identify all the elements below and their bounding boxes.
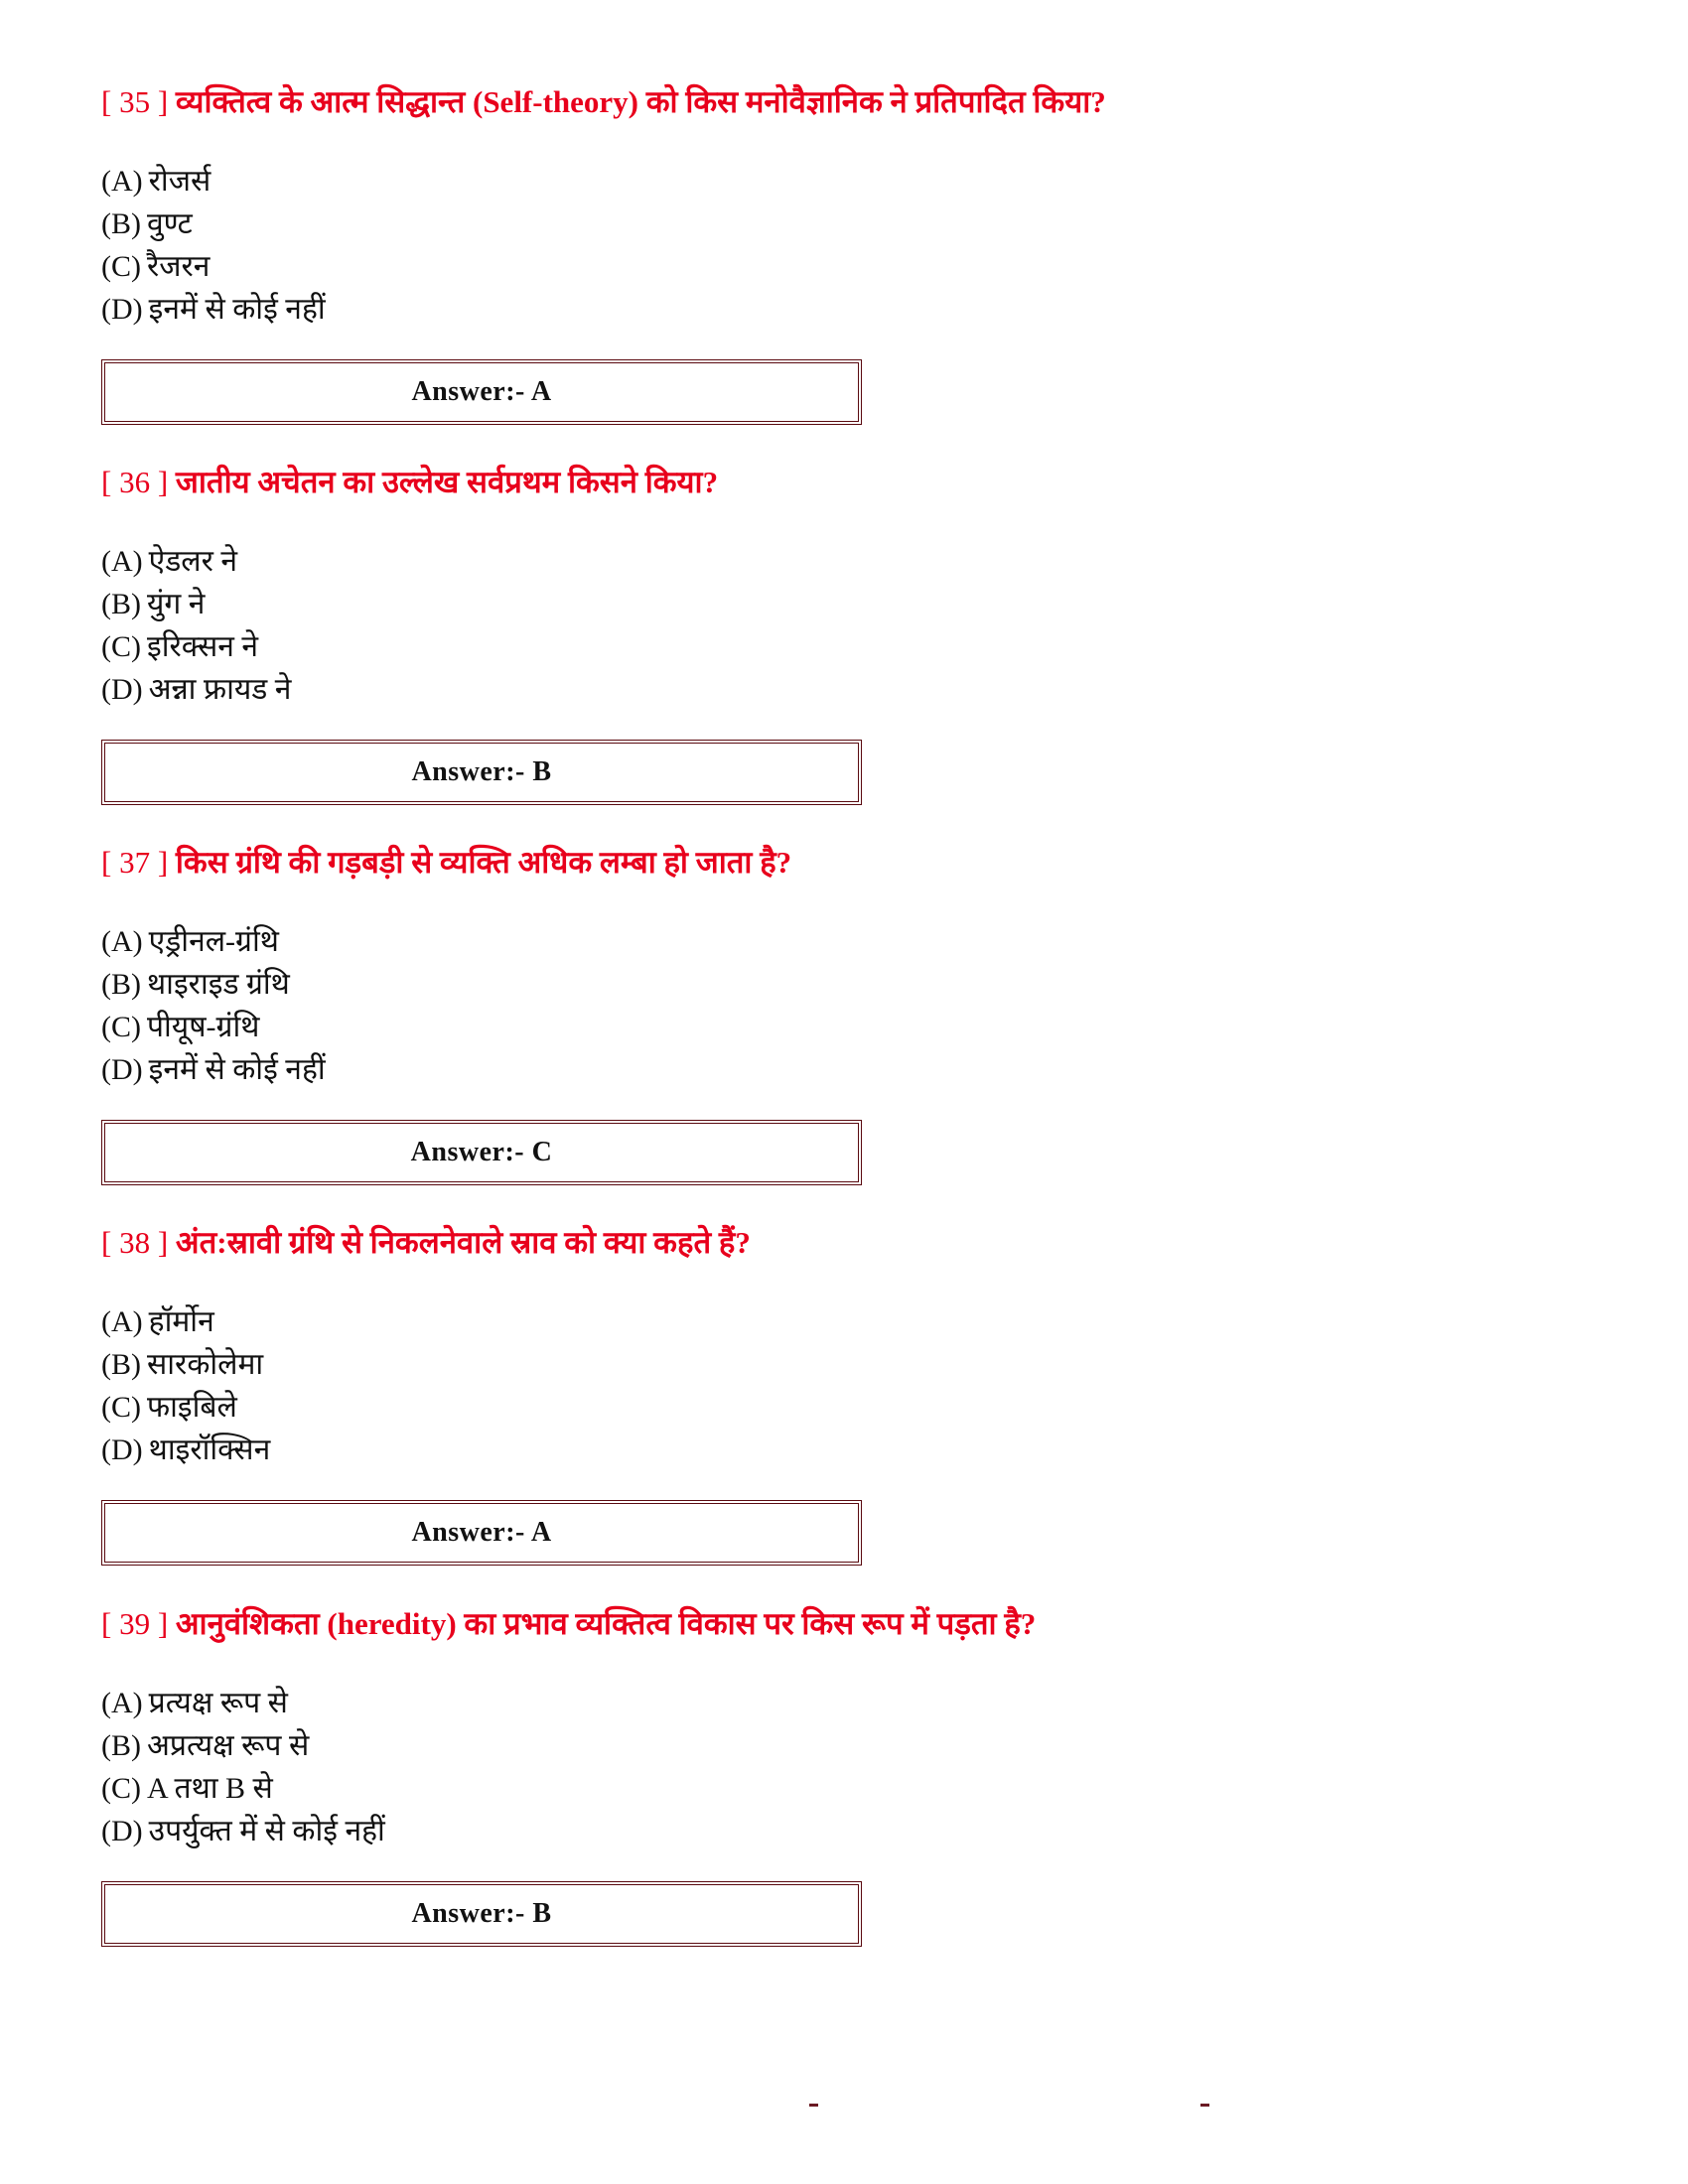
question-block-36: [101, 463, 1591, 787]
question-title: [101, 1604, 1591, 1644]
answer-text: Answer:- B: [411, 1898, 552, 1929]
question-text: किस ग्रंथि की गड़बड़ी से व्यक्ति अधिक लम्बा हो जाता है?: [175, 845, 792, 880]
answer-text: Answer:- A: [411, 1517, 552, 1548]
question-number: [ 36 ]: [101, 465, 169, 499]
question-block-39: [101, 1604, 1591, 1929]
option-c: (C) A तथा B से: [101, 1772, 273, 1805]
question-title: [101, 1223, 1591, 1263]
option-d: (D) थाइरॉक्सिन: [101, 1433, 271, 1466]
question-block-35: [101, 82, 1591, 407]
answer-box: [101, 1120, 862, 1185]
option-c: (C) रैजरन: [101, 250, 211, 283]
answer-text: Answer:- C: [410, 1137, 553, 1167]
option-b: (B) थाइराइड ग्रंथि: [101, 968, 290, 1001]
answer-text: Answer:- A: [411, 376, 552, 407]
options-list: [101, 1300, 1591, 1471]
answer-box: [101, 1881, 862, 1947]
option-c: (C) पीयूष-ग्रंथि: [101, 1011, 260, 1043]
options-list: [101, 540, 1591, 711]
option-b: (B) अप्रत्यक्ष रूप से: [101, 1729, 310, 1762]
option-c: (C) फाइबिले: [101, 1391, 237, 1424]
option-b: (B) सारकोलेमा: [101, 1348, 264, 1381]
answer-box: [101, 740, 862, 805]
option-a: (A) प्रत्यक्ष रूप से: [101, 1687, 288, 1719]
option-d: (D) उपर्युक्त में से कोई नहीं: [101, 1815, 385, 1847]
footer-mark-right: [1200, 2104, 1209, 2107]
option-b: (B) वुण्ट: [101, 207, 193, 240]
question-block-37: [101, 843, 1591, 1167]
option-a: (A) एड्रीनल-ग्रंथि: [101, 925, 279, 958]
question-number: [ 39 ]: [101, 1606, 169, 1641]
question-text: व्यक्तित्व के आत्म सिद्धान्त (Self-theory) को किस मनोवैज्ञानिक ने प्रतिपादित किया?: [175, 84, 1106, 119]
options-list: [101, 920, 1591, 1091]
footer-mark-left: [809, 2104, 818, 2107]
options-list: [101, 160, 1591, 331]
question-title: [101, 82, 1591, 122]
question-title: [101, 843, 1591, 883]
option-d: (D) अन्ना फ्रायड ने: [101, 673, 292, 706]
option-b: (B) युंग ने: [101, 588, 206, 620]
question-number: [ 35 ]: [101, 84, 169, 119]
answer-text: Answer:- B: [411, 756, 552, 787]
options-list: [101, 1682, 1591, 1852]
question-block-38: [101, 1223, 1591, 1548]
option-d: (D) इनमें से कोई नहीं: [101, 1053, 326, 1086]
option-a: (A) हॉर्मोन: [101, 1305, 214, 1338]
question-text: अंत:स्रावी ग्रंथि से निकलनेवाले स्राव को क्या कहते हैं?: [175, 1225, 751, 1260]
option-d: (D) इनमें से कोई नहीं: [101, 293, 326, 326]
question-title: [101, 463, 1591, 502]
question-number: [ 38 ]: [101, 1225, 169, 1260]
question-number: [ 37 ]: [101, 845, 169, 880]
answer-box: [101, 1500, 862, 1566]
option-c: (C) इरिक्सन ने: [101, 630, 259, 663]
question-text: जातीय अचेतन का उल्लेख सर्वप्रथम किसने किया?: [175, 465, 719, 499]
option-a: (A) ऐडलर ने: [101, 545, 238, 578]
option-a: (A) रोजर्स: [101, 165, 211, 198]
question-text: आनुवंशिकता (heredity) का प्रभाव व्यक्तित्व विकास पर किस रूप में पड़ता है?: [175, 1606, 1037, 1641]
answer-box: [101, 359, 862, 425]
